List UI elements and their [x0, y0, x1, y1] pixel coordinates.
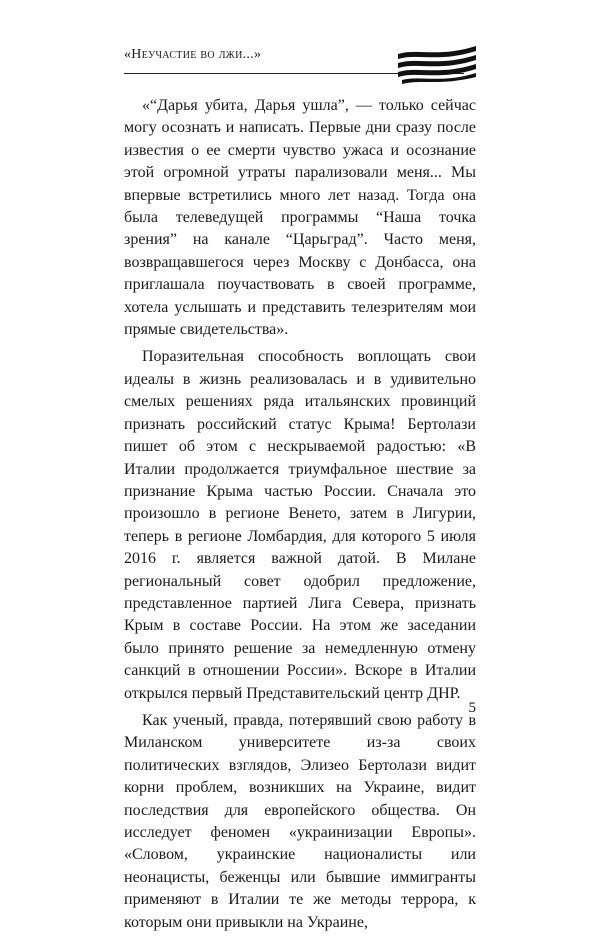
st-george-ribbon-icon	[398, 44, 476, 86]
paragraph: Поразительная способность воплощать свои идеалы в жизнь реализовалась и в удивительно смелых решениях ряда итальянских провинций признать российский статус Крыма! Бертолази пишет об этом с нескрываемой радостью: «В Италии продолжается триумфальное шествие за признание Крыма частью России. Сначала это произошло в регионе Венето, затем в Лигурии, теперь в регионе Ломбардия, для которого 5 июля 2016 г. является важной датой. В Милане региональный совет одобрил предложение, представленное партией Лига Севера, признать Крым в составе России. На этом же заседании было принято решение за немедленную отмену санкций в отношении России». Вскоре в Италии открылся первый Представительский центр ДНР.	[124, 348, 476, 702]
paragraph: Как ученый, правда, потерявший свою работу в Миланском университете из-за своих политических взглядов, Элизео Бертолази видит корни проблем, возникших на Украине, видит последствия для европейского общества. Он исследует феномен «украинизации Европы». «Словом, украинские националисты или неонацисты, беженцы или бывшие иммигранты применяют в Италии те же методы террора, к которым они привыкли на Украине,	[124, 711, 476, 931]
paragraph: «“Дарья убита, Дарья ушла”, — только сейчас могу осознать и написать. Первые дни сразу после известия о ее смерти чувство ужаса и осознание этой огромной утраты парализовали меня... Мы впервые встретились много лет назад. Тогда она была телеведущей программы “Наша точка зрения” на канале “Царьград”. Часто меня, возвращавшегося через Москву с Донбасса, она приглашала поучаствовать в своей программе, хотела услышать и представить телезрителям мои прямые свидетельства».	[124, 97, 476, 339]
running-title: «Неучастие во лжи...»	[124, 47, 262, 62]
page-number: 5	[468, 700, 476, 716]
ribbon-stripe	[398, 46, 476, 59]
body-text	[124, 95, 476, 939]
ribbon-stripes	[398, 46, 476, 84]
